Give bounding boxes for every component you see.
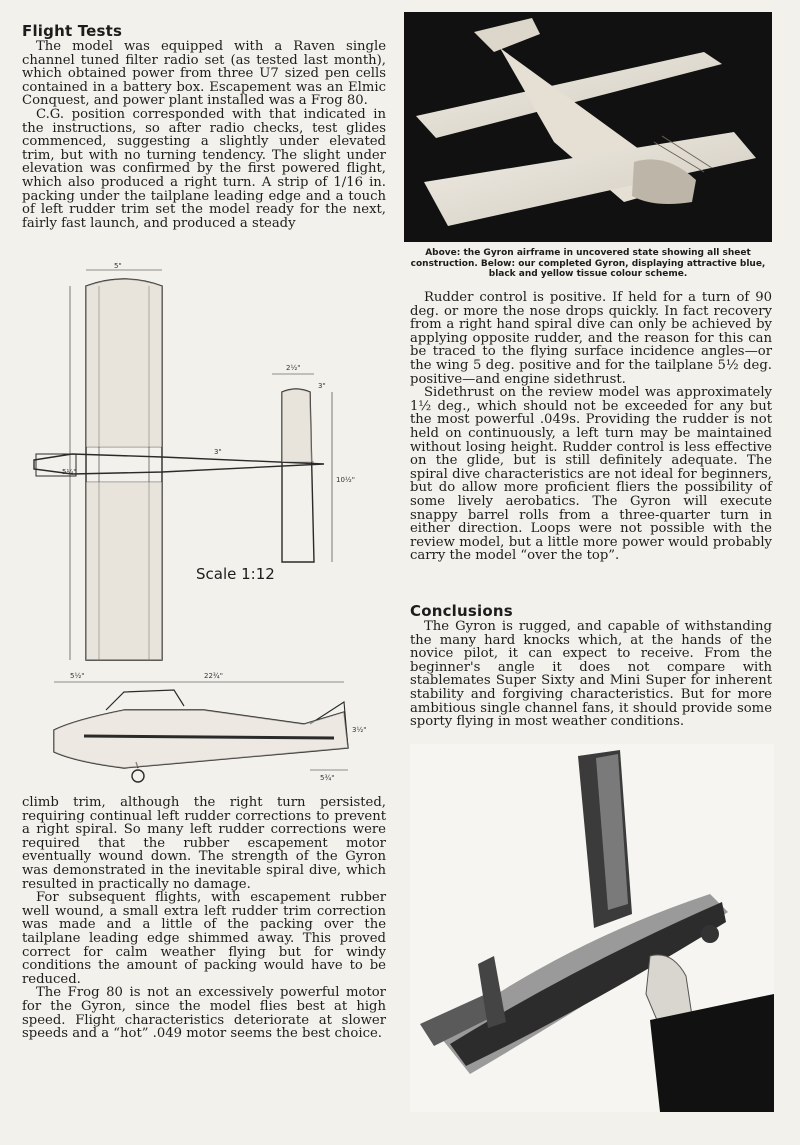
dim-tail-length: 5¾" <box>320 774 335 782</box>
dim-fuselage-width: 3" <box>214 448 222 456</box>
section-heading-conclusions: Conclusions <box>410 602 513 620</box>
paragraph: The Gyron is rugged, and capable of withstanding the many hard knocks which, at the hands of the novice pilot, it can expect to receive. From the beginner's angle it does not compare with stablemates Super Sixty and Mini Super for inherent stability and forgiving characteristics. But for more ambitious single channel fans, it should provide some sporty flying in most weather conditions. <box>410 619 772 730</box>
flight-tests-continued <box>22 796 386 1041</box>
dim-nose-length: 5½" <box>70 672 85 680</box>
plan-and-side-view-drawing <box>14 262 394 802</box>
dim-fin-height: 3½" <box>352 726 367 734</box>
wheel <box>132 770 144 782</box>
paragraph: The Frog 80 is not an excessively powerful motor for the Gyron, since the model flies best at high speed. Flight characteristics deteriorate at slower speeds and a “hot” .049 motor seems the best choice. <box>22 985 386 1042</box>
dim-tail-chord: 3" <box>318 382 326 390</box>
dim-tail-top: 2½" <box>286 364 301 372</box>
section-heading-flight-tests: Flight Tests <box>22 22 123 40</box>
airframe-photo <box>404 12 772 242</box>
flight-tests-body <box>22 40 386 230</box>
scale-label: Scale 1:12 <box>196 565 275 583</box>
dim-chord: 5¼" <box>62 468 77 476</box>
photo-caption: Above: the Gyron airframe in uncovered state showing all sheet construction. Below: our completed Gyron, displaying attractive blue, black and yellow tissue colour scheme. <box>410 248 766 279</box>
dim-side-length: 22¾" <box>204 672 223 680</box>
dim-span-top: 5" <box>114 262 122 270</box>
paragraph: Rudder control is positive. If held for a turn of 90 deg. or more the nose drops quickly. In fact recovery from a right hand spiral dive can only be achieved by applying opposite rudder, and the reason for this can be traced to the flying surface incidence angles—or the wing 5 deg. positive and for the tailplane 5½ deg. positive—and engine sidethrust. <box>410 290 772 387</box>
dim-tail-span: 10½" <box>336 476 355 484</box>
cabin-side <box>106 690 184 710</box>
wheel <box>701 925 719 943</box>
paragraph: C.G. position corresponded with that indicated in the instructions, so after radio checks, test glides commenced, suggesting a slightly under elevated trim, but with no turning tendency. The slight under elevation was confirmed by the first powered flight, which also produced a right turn. A strip of 1/16 in. packing under the tailplane leading edge and a touch of left rudder trim set the model ready for the next, fairly fast launch, and produced a steady <box>22 106 386 231</box>
paragraph: climb trim, although the right turn persisted, requiring continual left rudder corrections to prevent a right spiral. So many left rudder corrections were required that the rubber escapement motor eventually wound down. The strength of the Gyron was demonstrated in the inevitable spiral dive, which resulted in practically no damage. <box>22 795 386 892</box>
conclusions-body <box>410 620 772 729</box>
fuselage-plan <box>34 454 324 474</box>
completed-model-photo <box>410 744 774 1112</box>
paragraph: The model was equipped with a Raven single channel tuned filter radio set (as tested last month), which obtained power from three U7 sized pen cells contained in a battery box. Escapement was an Elmic Conquest, and power plant installed was a Frog 80. <box>22 39 386 109</box>
paragraph: Sidethrust on the review model was approximately 1½ deg., which should not be exceeded for any but the most powerful .049s. Providing the rudder is not held on continuously, a left turn may be maintained without losing height. Rudder control is less effective on the glide, but is still definitely adequate. The spiral dive characteristics are not ideal for beginners, but do allow more proficient fliers the possibility of some lively aerobatics. The Gyron will execute snappy barrel rolls from a three-quarter turn in either direction. Loops were not possible with the review model, but a little more power would probably carry the model “over the top”. <box>410 385 772 564</box>
paragraph: For subsequent flights, with escapement rubber well wound, a small extra left rudder trim correction was made and a little of the packing over the tailplane leading edge shimmed away. This proved correct for calm weather flying but for windy conditions the amount of packing would have to be reduced. <box>22 890 386 987</box>
rudder-control-body <box>410 291 772 563</box>
